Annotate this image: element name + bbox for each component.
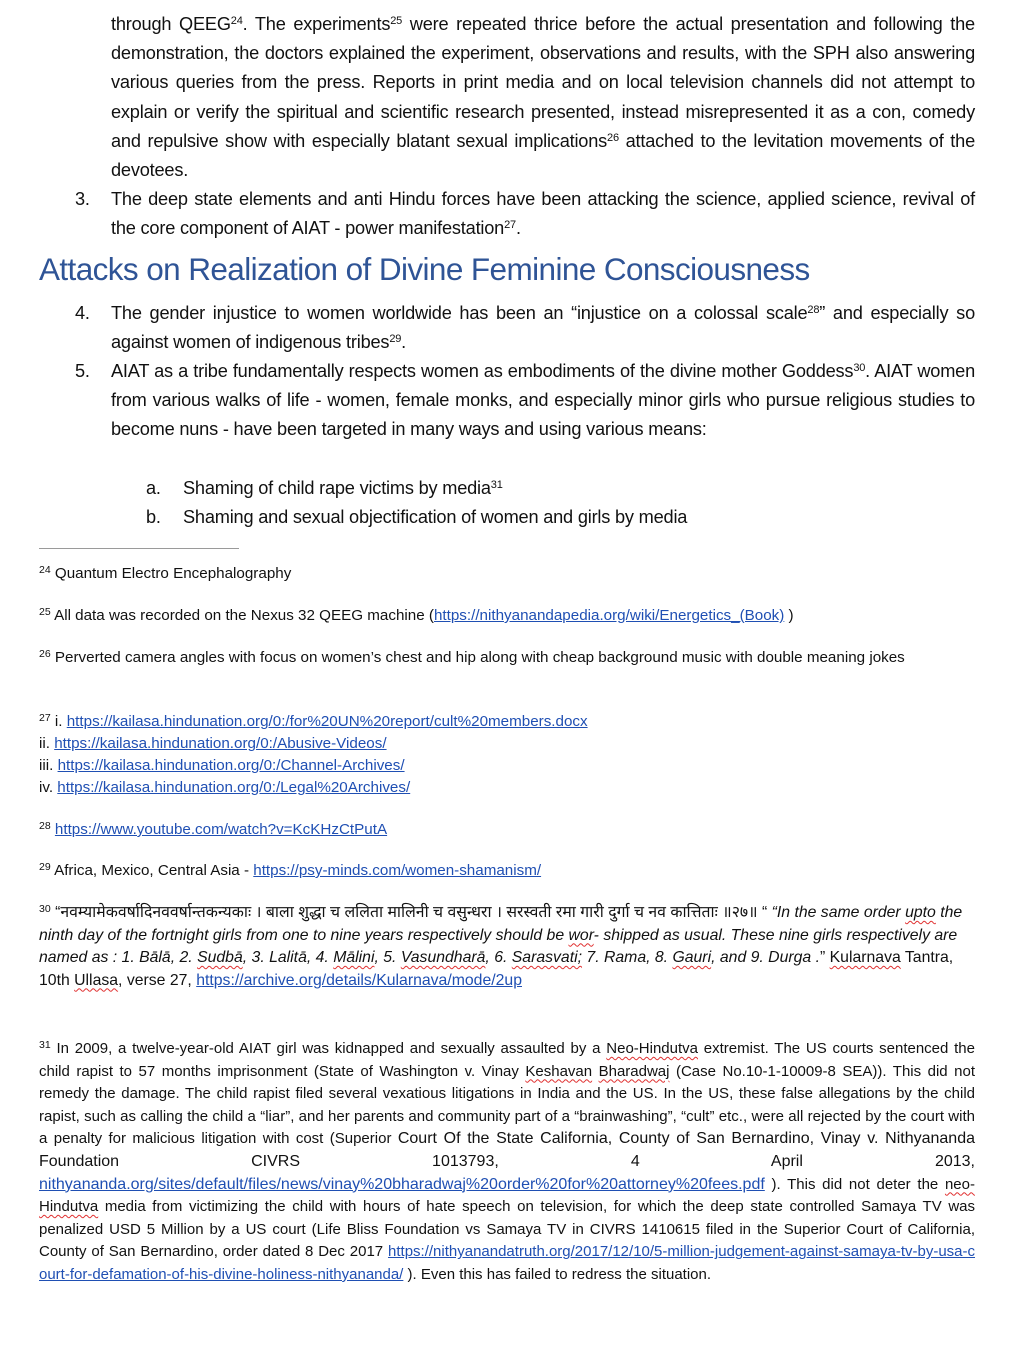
footnote-ref-31[interactable]: 31: [490, 479, 503, 491]
footnote-31: $^{31}$ In 2009, a twelve-year-old AIAT girl was kidnapped and sexually assaulted by a Neo-Hindutva extremist. The US courts sentenced the child rapist to 57 months imprisonment (State of Washington v. Vinay Keshavan Bharadwaj (Case No.10-1-10009-8 SEA)). This did not remedy the damage. The child rapist filed several vexatious litigations in India and the US. In the US, these false allegations by the child rapist, such as calling the child a “liar”, and her parents and community part of a “brainwashing”, “cult” etc., were all rejected by the court with a penalty for malicious litigation with cost (Superior Court Of the State California, County of San Bernardino, Vinay v. Nithyananda Foundation CIVRS 1013793, 4 April 2013, nithyananda.org/sites/default/files/news/vinay%20bharadwaj%20order%20for%20attorney%20fees.pdf ). This did not deter the neo-Hindutva media from victimizing the child with hours of hate speech on television, for which the deep state controlled Samaya TV was penalized USD 5 Million by a US court (Life Bliss Foundation vs Samaya TV in CIVRS 1410615 filed in the Superior Court of California, County of San Bernardino, order dated 8 Dec 2017 https://nithyanandatruth.org/2017/12/10/5-million-judgement-against-samaya-tv-by-usa-court-for-defamation-of-his-divine-holiness-nithyananda/ ). Even this has failed to redress the situation.: [39, 1039, 975, 1283]
footnote-ref-28[interactable]: 28: [807, 304, 820, 316]
footnote-ref-29[interactable]: 29: [389, 333, 402, 346]
spellcheck-word: Vasundharā: [400, 949, 486, 966]
list-item-2-continuation: through QEEG$^{24}$. The experiments$^{25}$ were repeated thrice before the actual presentation and following the demonstration, the doctors explained the experiment, observations and results, with the SPH also answering various queries from the press. Reports in print media and on local television channels did not attempt to explain or verify the spiritual and scientific research presented, instead misrepresented it as a con, comedy and repulsive show with especially blatant sexual implications$^{26}$ attached to the levitation movements of the devotees.: [111, 14, 975, 181]
footnote-27: $^{27}$ i. https://kailasa.hindunation.org/0:/for%20UN%20report/cult%20members.docx ii. https://kailasa.hindunation.org/0:/Abusive-Videos/ iii. https://kailasa.hindunation.org/0:/Channel-Archives/ iv. https://kailasa.hindunation.org/0:/Legal%20Archives/: [39, 712, 588, 796]
spellcheck-word: Bharadwaj: [598, 1062, 670, 1080]
spellcheck-word: upto: [905, 904, 936, 921]
spellcheck-word: Kularnava: [829, 949, 901, 966]
spellcheck-word: Mālini: [333, 949, 375, 966]
list-number: 4.: [75, 303, 90, 323]
footnote-separator: [39, 548, 239, 549]
list-item-3: 3. The deep state elements and anti Hindu forces have been attacking the science, applied science, revival of the core component of AIAT - power manifestation$^{27}$.: [75, 185, 975, 243]
footnote-ref-26[interactable]: 26: [607, 131, 619, 144]
spellcheck-word: Neo-Hindutva: [606, 1040, 698, 1057]
spellcheck-word: Sarasvati;: [511, 949, 583, 966]
spellcheck-word: Gauri: [672, 949, 712, 966]
list-number: 5.: [75, 361, 90, 381]
spellcheck-word: Ullasa: [74, 971, 119, 989]
footnote-31-link-judgement[interactable]: https://nithyanandatruth.org/2017/12/10/5-million-judgement-against-samaya-tv-by-usa-court-for-defamation-of-his-divine-holiness-nithyananda/: [39, 1243, 975, 1283]
footnote-30-link[interactable]: https://archive.org/details/Kularnava/mode/2up: [196, 971, 522, 989]
spellcheck-word: Keshavan: [525, 1062, 593, 1080]
footnote-30: $^{30}$ “नवम्यामेकवर्षादिनववर्षान्तकन्यकाः । बाला शुद्धा च ललिता मालिनी च वसुन्धरा । सरस्वती रमा गारी दुर्गा च नव कात्तिताः ॥२७॥ “ “In the same order upto the ninth day of the fortnight girls from one to nine years respectively should be wor- shipped as usual. These nine girls respectively are named as : 1. Bālā, 2. Sudbā, 3. Lalitā, 4. Mālini, 5. Vasundharā, 6. Sarasvati; 7. Rama, 8. Gauri, and 9. Durga .” Kularnava Tantra, 10th Ullasa, verse 27, https://archive.org/details/Kularnava/mode/2up: [39, 903, 963, 989]
list-number: 3.: [75, 189, 90, 209]
spellcheck-word: neo-Hindutva: [39, 1175, 975, 1216]
footnote-27-link-i[interactable]: https://kailasa.hindunation.org/0:/for%20UN%20report/cult%20members.docx: [66, 713, 588, 730]
list-item-5: 5. AIAT as a tribe fundamentally respects women as embodiments of the divine mother Goddess$^{30}$. AIAT women from various walks of life - women, female monks, and especially minor girls who pursue religious studies to become nuns - have been targeted in many ways and using various means:: [75, 357, 975, 445]
sub-item-b: b. Shaming and sexual objectification of women and girls by media: [146, 503, 846, 532]
footnote-ref-27[interactable]: 27: [504, 219, 516, 232]
list-item-4: 4. The gender injustice to women worldwide has been an “injustice on a colossal scale$^{28}$” and especially so against women of indigenous tribes$^{29}$.: [75, 299, 975, 357]
sub-item-letter: b.: [146, 507, 161, 527]
footnote-28-link[interactable]: https://www.youtube.com/watch?v=KcKHzCtPutA: [54, 821, 388, 838]
footnote-27-link-iii[interactable]: https://kailasa.hindunation.org/0:/Channel-Archives/: [57, 757, 405, 774]
spellcheck-word: Sudbā: [197, 949, 243, 966]
footnote-25: $^{25}$ All data was recorded on the Nexus 32 QEEG machine (https://nithyanandapedia.org/wiki/Energetics_(Book) ): [39, 606, 794, 624]
footnote-27-link-ii[interactable]: https://kailasa.hindunation.org/0:/Abusive-Videos/: [54, 735, 387, 752]
footnote-24: $^{24}$ Quantum Electro Encephalography: [39, 564, 292, 582]
footnote-25-link[interactable]: https://nithyanandapedia.org/wiki/Energetics_(Book): [433, 607, 785, 624]
sanskrit-verse: “नवम्यामेकवर्षादिनववर्षान्तकन्यकाः । बाला शुद्धा च ललिता मालिनी च वसुन्धरा । सरस्वती रमा गारी दुर्गा च नव कात्तिताः ॥२७॥ “: [50, 904, 772, 921]
sub-item-letter: a.: [146, 478, 161, 498]
spellcheck-word: wor: [568, 926, 594, 944]
section-heading: Attacks on Realization of Divine Feminine Consciousness: [39, 251, 810, 287]
footnote-28: $^{28}$ https://www.youtube.com/watch?v=KcKHzCtPutA: [39, 820, 388, 838]
footnote-26: $^{26}$ Perverted camera angles with focus on women’s chest and hip along with cheap background music with double meaning jokes: [39, 648, 905, 666]
footnote-29-link[interactable]: https://psy-minds.com/women-shamanism/: [253, 862, 542, 879]
footnote-ref-25[interactable]: 25: [390, 15, 403, 27]
footnote-ref-30[interactable]: 30: [853, 362, 866, 374]
footnote-ref-24[interactable]: 24: [230, 15, 243, 27]
footnote-31-link-court-order[interactable]: nithyananda.org/sites/default/files/news/vinay%20bharadwaj%20order%20for%20attorney%20fees.pdf: [39, 1175, 765, 1193]
sub-item-a: a. Shaming of child rape victims by media$^{31}$: [146, 474, 846, 503]
footnote-27-link-iv[interactable]: https://kailasa.hindunation.org/0:/Legal%20Archives/: [57, 779, 411, 796]
footnote-29: $^{29}$ Africa, Mexico, Central Asia - https://psy-minds.com/women-shamanism/: [39, 861, 542, 879]
